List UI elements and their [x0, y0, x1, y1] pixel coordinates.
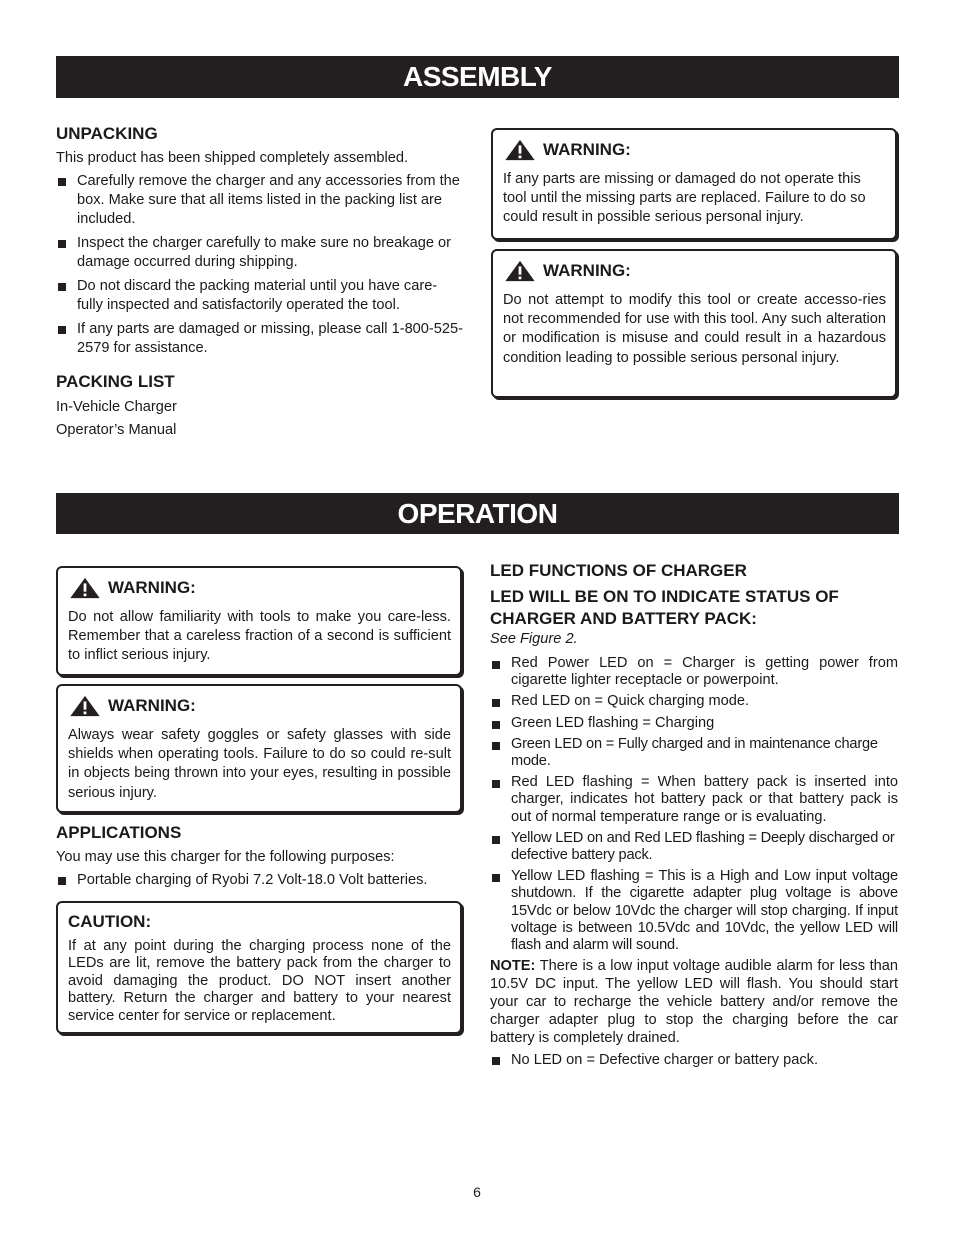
warning-title: WARNING: [543, 140, 631, 159]
warning-text: Always wear safety goggles or safety glasses with side shields when operating tools. Failure to do so could re-sult in objects being thrown into your eyes, resulting in possible serious injury. [68, 726, 451, 801]
list-item: Yellow LED on and Red LED flashing = Deeply discharged or defective battery pack. [490, 830, 898, 864]
led-functions-column [490, 560, 898, 1071]
unpacking-heading: UNPACKING [56, 124, 158, 143]
warning-triangle-icon [68, 695, 102, 717]
list-item: Red LED flashing = When battery pack is inserted into charger, indicates hot battery pack or that battery pack is out of normal temperature range or is evaluating. [490, 774, 898, 826]
caution-title: CAUTION: [68, 912, 152, 931]
list-item: Green LED on = Fully charged and in maintenance charge mode. [490, 736, 898, 770]
assembly-section-title: ASSEMBLY [56, 56, 899, 98]
list-item: If any parts are damaged or missing, please call 1-800-525-2579 for assistance. [56, 320, 463, 359]
applications-heading: APPLICATIONS [56, 823, 182, 842]
note-label: NOTE: [490, 958, 536, 975]
list-item: Red LED on = Quick charging mode. [490, 693, 898, 710]
note-text: There is a low input voltage audible alarm for less than 10.5V DC input. The yellow LED will flash. You should start your car to recharge the vehicle battery and/or remove the charger adapter plug to stop the charging before the car battery is completely drained. [490, 958, 898, 1046]
packing-list-heading: PACKING LIST [56, 372, 175, 392]
list-item: Green LED flashing = Charging [490, 715, 898, 732]
unpacking-intro: This product has been shipped completely assembled. [56, 150, 409, 167]
unpacking-column [56, 123, 463, 440]
applications-intro: You may use this charger for the following purposes: [56, 849, 395, 866]
led-list-last [490, 1051, 898, 1070]
page-number: 6 [473, 1184, 481, 1200]
led-list [490, 655, 898, 955]
led-heading: LED FUNCTIONS OF CHARGER [490, 561, 747, 580]
caution-text: If at any point during the charging process none of the LEDs are lit, remove the battery pack from the charger to avoid damaging the product. DO NOT insert another battery. Return the charger and battery to your nearest service center for service or replacement. [68, 937, 451, 1024]
warning-title: WARNING: [543, 261, 631, 280]
warning-box-missing-parts [491, 128, 897, 240]
warning-text: Do not allow familiarity with tools to make you care-less. Remember that a careless fraction of a second is sufficient to inflict serious injury. [68, 608, 451, 664]
applications-section [56, 822, 463, 890]
warning-box-familiarity [56, 566, 462, 676]
warning-text: Do not attempt to modify this tool or create accesso-ries not recommended for use with this tool. Any such alteration or modification is misuse and could result in a hazardous condition leading to possible serious personal injury. [503, 291, 886, 366]
packing-list-item: In-Vehicle Charger [56, 398, 177, 415]
warning-title: WARNING: [108, 578, 196, 597]
warning-triangle-icon [503, 260, 537, 282]
led-subheading: LED WILL BE ON TO INDICATE STATUS OF CHARGER AND BATTERY PACK: [490, 587, 839, 629]
list-item: Yellow LED flashing = This is a High and Low input voltage shutdown. If the cigarette adapter plug voltage is above 15Vdc or below 10Vdc the charger will stop charging. If input voltage is between 10.5Vdc and 10Vdc, the yellow LED will flash and alarm will sound. [490, 868, 898, 954]
list-item: Portable charging of Ryobi 7.2 Volt-18.0 Volt batteries. [56, 871, 463, 890]
see-figure-note: See Figure 2. [490, 631, 578, 648]
warning-triangle-icon [503, 139, 537, 161]
list-item: Do not discard the packing material until you have care-fully inspected and satisfactorily operated the tool. [56, 277, 463, 316]
warning-text: If any parts are missing or damaged do not operate this tool until the missing parts are replaced. Failure to do so could result in possible serious personal injury. [503, 170, 866, 226]
list-item: Inspect the charger carefully to make sure no breakage or damage occurred during shipping. [56, 234, 463, 273]
warning-title: WARNING: [108, 696, 196, 715]
list-item: Carefully remove the charger and any accessories from the box. Make sure that all items listed in the packing list are included. [56, 172, 463, 230]
warning-box-safety-goggles [56, 684, 462, 813]
led-note [490, 958, 898, 1047]
applications-list [56, 871, 463, 890]
warning-triangle-icon [68, 577, 102, 599]
list-item: No LED on = Defective charger or battery pack. [490, 1051, 898, 1070]
unpacking-list [56, 172, 463, 359]
operation-section-title: OPERATION [56, 493, 899, 534]
warning-box-modify-tool [491, 249, 897, 398]
list-item: Red Power LED on = Charger is getting power from cigarette lighter receptacle or powerpoint. [490, 655, 898, 689]
caution-box [56, 901, 462, 1034]
packing-list-item: Operator’s Manual [56, 421, 177, 438]
